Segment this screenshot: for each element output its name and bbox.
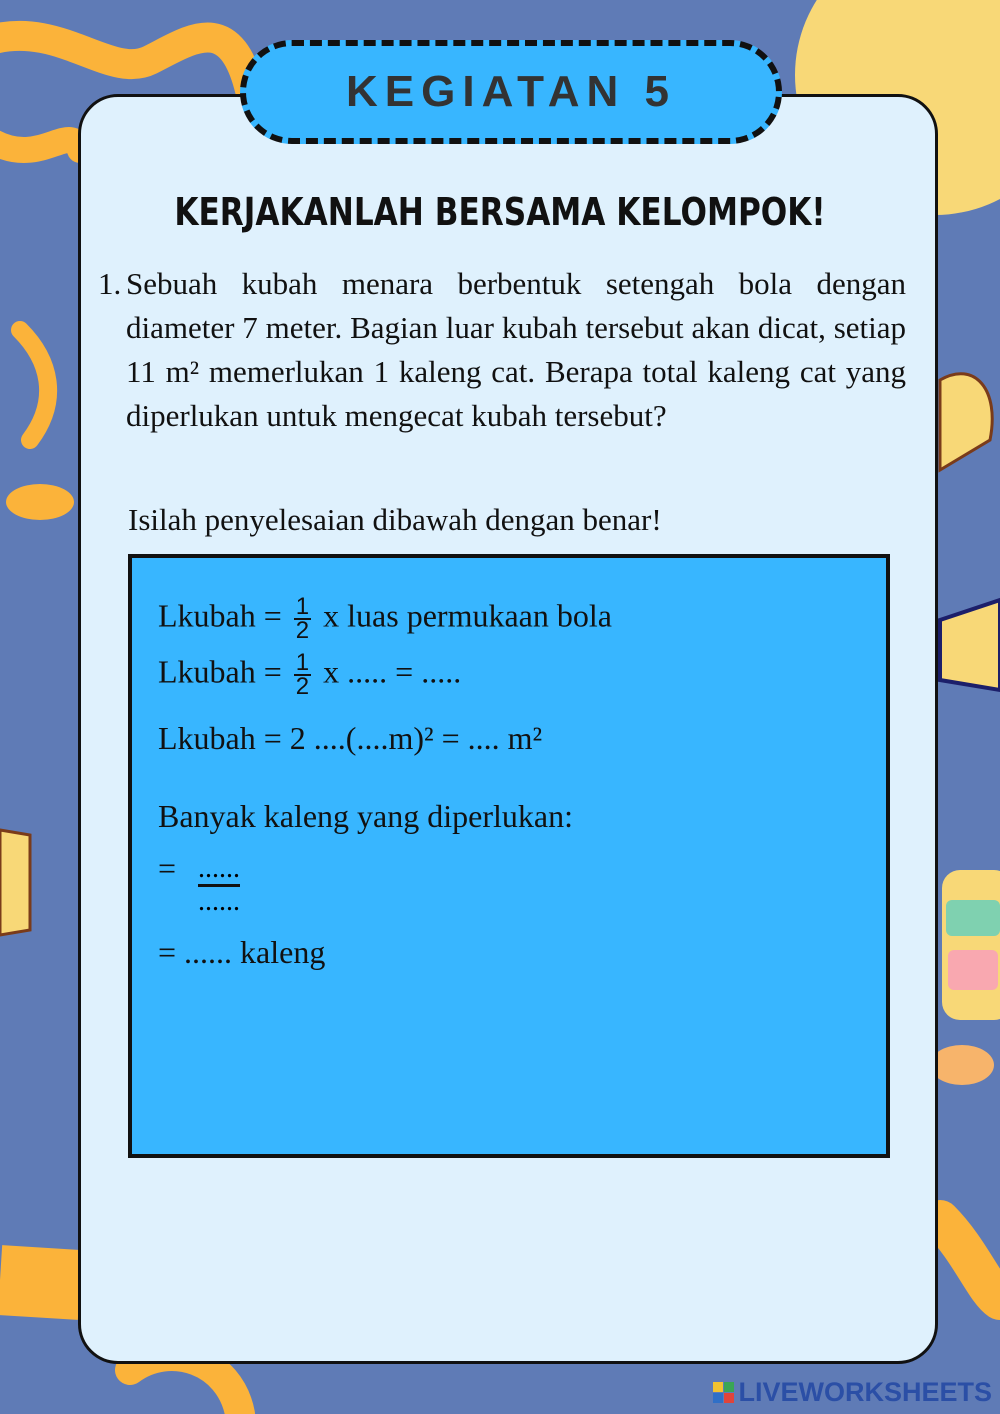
line1-label: Lkubah = <box>158 597 282 634</box>
count-denominator[interactable]: ...... <box>198 886 240 917</box>
fraction-numerator: 1 <box>295 593 310 620</box>
half-fraction <box>294 649 311 700</box>
fraction-denominator: 2 <box>295 673 310 700</box>
activity-header <box>240 40 782 144</box>
solution-line-1 <box>158 593 612 644</box>
liveworksheets-logo-icon <box>713 1382 734 1403</box>
question-number: 1. <box>98 266 122 301</box>
fill-prompt: Isilah penyelesaian dibawah dengan benar! <box>128 502 662 537</box>
line1-rest: x luas permukaan bola <box>323 597 612 634</box>
line2-label: Lkubah = <box>158 653 282 690</box>
question-text: Sebuah kubah menara berbentuk setengah bola dengan diameter 7 meter. Bagian luar kubah tersebut akan dicat, setiap 11 m² memerlukan 1 kaleng cat. Berapa total kaleng cat yang diperlukan untuk mengecat kubah tersebut? <box>126 266 906 433</box>
fraction-numerator: 1 <box>295 649 310 676</box>
liveworksheets-watermark <box>713 1377 992 1408</box>
equals-sign: = <box>158 850 177 886</box>
question-block <box>98 262 906 438</box>
half-fraction <box>294 593 311 644</box>
count-numerator[interactable]: ...... <box>198 854 240 887</box>
solution-line-2 <box>158 649 462 700</box>
fraction-denominator: 2 <box>295 617 310 644</box>
answer-box[interactable] <box>128 554 890 1158</box>
activity-title: KEGIATAN 5 <box>346 67 676 116</box>
result-line[interactable]: = ...... kaleng <box>158 934 326 970</box>
watermark-text: LIVEWORKSHEETS <box>738 1377 992 1407</box>
solution-line-3[interactable]: Lkubah = 2 ....(....m)² = .... m² <box>158 720 543 756</box>
line2-rest[interactable]: x ..... = ..... <box>323 653 462 690</box>
count-label: Banyak kaleng yang diperlukan: <box>158 798 573 834</box>
group-instruction: KERJAKANLAH BERSAMA KELOMPOK! <box>174 190 826 234</box>
count-fraction[interactable] <box>198 854 240 917</box>
